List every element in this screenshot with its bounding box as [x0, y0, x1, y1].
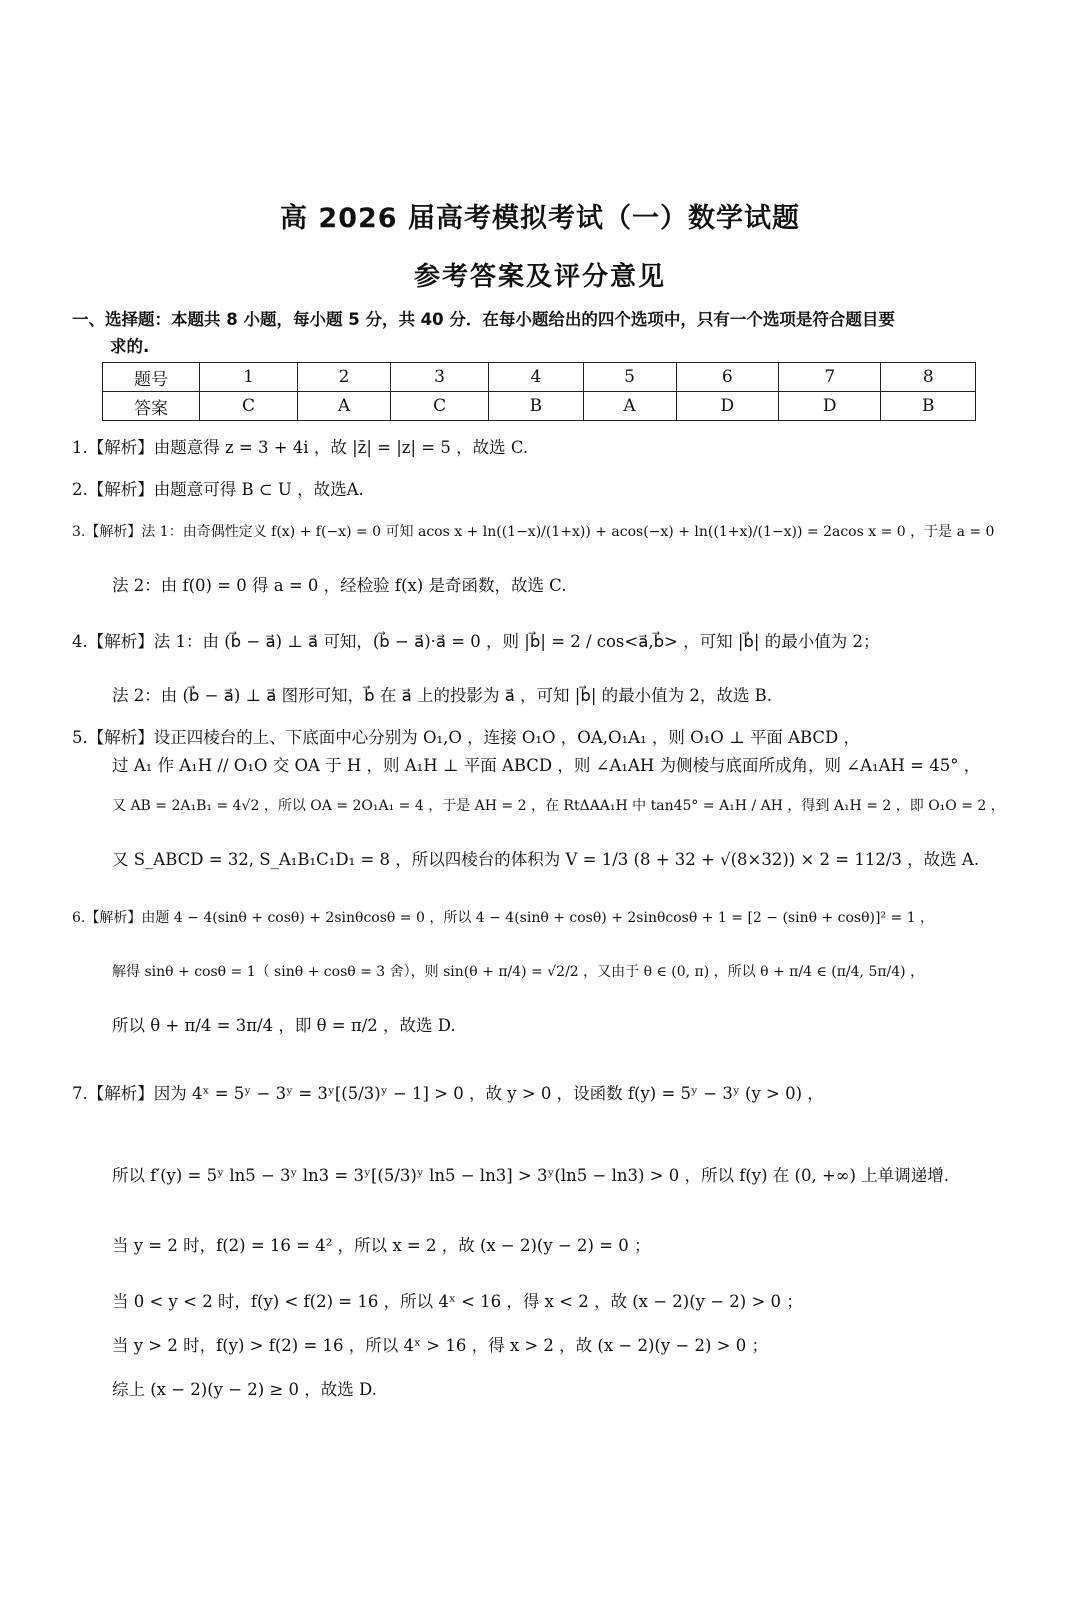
answer-cell: D [779, 392, 881, 421]
solution-4-method-1: 4.【解析】法 1：由 (b⃗ − a⃗) ⊥ a⃗ 可知，(b⃗ − a⃗)·a⃗ = 0 ，则 |b⃗| = 2 / cos<a⃗,b⃗> ，可知 |b⃗| 的最小值为 2； [72, 632, 880, 651]
solution-1: 1.【解析】由题意得 z = 3 + 4i ，故 |z̄| = |z| = 5 ，故选 C. [72, 438, 529, 457]
question-number: 3 [391, 363, 489, 392]
solution-7-line-6: 综上 (x − 2)(y − 2) ≥ 0 ，故选 D. [112, 1380, 377, 1399]
section-heading [72, 306, 1002, 360]
question-number: 2 [298, 363, 391, 392]
solution-6-line-1: 6.【解析】由题 4 − 4(sinθ + cosθ) + 2sinθcosθ = 0 ，所以 4 − 4(sinθ + cosθ) + 2sinθcosθ + 1 = [2 − (sinθ + cosθ)]² = 1 ， [72, 910, 935, 926]
solution-7-line-5: 当 y > 2 时，f(y) > f(2) = 16 ，所以 4ˣ > 16 ，得 x > 2 ，故 (x − 2)(y − 2) > 0 ； [112, 1336, 768, 1355]
page-subtitle: 参考答案及评分意见 [413, 262, 666, 292]
solution-4-method-2: 法 2：由 (b⃗ − a⃗) ⊥ a⃗ 图形可知，b⃗ 在 a⃗ 上的投影为 a⃗ ，可知 |b⃗| 的最小值为 2，故选 B. [112, 686, 772, 705]
solution-3-method-1: 3.【解析】法 1：由奇偶性定义 f(x) + f(−x) = 0 可知 acos x + ln((1−x)/(1+x)) + acos(−x) + ln((1+x)/(1−x)) = 2acos x = 0 ，于是 a = 0 [72, 524, 995, 540]
question-number: 5 [583, 363, 676, 392]
solution-5-line-4: 又 S_ABCD = 32, S_A₁B₁C₁D₁ = 8 ，所以四棱台的体积为 V = 1/3 (8 + 32 + √(8×32)) × 2 = 112/3 ，故选 A. [112, 850, 980, 869]
answer-cell: C [200, 392, 298, 421]
row-label: 题号 [103, 363, 200, 392]
answer-cell: B [489, 392, 583, 421]
question-number: 7 [779, 363, 881, 392]
question-number-row [103, 363, 976, 392]
solution-7-line-1: 7.【解析】因为 4ˣ = 5ʸ − 3ʸ = 3ʸ[(5/3)ʸ − 1] > 0 ，故 y > 0 ，设函数 f(y) = 5ʸ − 3ʸ (y > 0) ， [72, 1084, 824, 1103]
section-heading-line-2: 求的. [110, 337, 150, 356]
solution-7-line-4: 当 0 < y < 2 时，f(y) < f(2) = 16 ，所以 4ˣ < 16 ，得 x < 2 ，故 (x − 2)(y − 2) > 0 ； [112, 1292, 803, 1311]
answer-cell: A [298, 392, 391, 421]
question-number: 4 [489, 363, 583, 392]
solution-5-line-3: 又 AB = 2A₁B₁ = 4√2 ，所以 OA = 2O₁A₁ = 4 ，于是 AH = 2 ，在 RtΔAA₁H 中 tan45° = A₁H / AH ，得到 A₁H = 2 ，即 O₁O = 2 ， [112, 798, 1005, 814]
solution-6-line-3: 所以 θ + π/4 = 3π/4 ，即 θ = π/2 ，故选 D. [112, 1016, 456, 1035]
row-label: 答案 [103, 392, 200, 421]
section-heading-line-1: 一、选择题：本题共 8 小题，每小题 5 分，共 40 分．在每小题给出的四个选项中，只有一个选项是符合题目要 [72, 310, 895, 329]
answer-table [102, 362, 976, 421]
solution-3-method-2: 法 2：由 f(0) = 0 得 a = 0 ，经检验 f(x) 是奇函数，故选 C. [112, 576, 567, 595]
question-number: 1 [200, 363, 298, 392]
solution-5-line-1: 5.【解析】设正四棱台的上、下底面中心分别为 O₁,O ，连接 O₁O ，OA,O₁A₁ ，则 O₁O ⊥ 平面 ABCD ， [72, 728, 861, 747]
page-title: 高 2026 届高考模拟考试（一）数学试题 [280, 203, 800, 234]
answer-row [103, 392, 976, 421]
question-number: 8 [881, 363, 976, 392]
solution-7-line-2: 所以 f′(y) = 5ʸ ln5 − 3ʸ ln3 = 3ʸ[(5/3)ʸ ln5 − ln3] > 3ʸ(ln5 − ln3) > 0 ，所以 f(y) 在 (0, +∞) 上单调递增. [112, 1166, 949, 1185]
solution-7-line-3: 当 y = 2 时，f(2) = 16 = 4² ，所以 x = 2 ，故 (x − 2)(y − 2) = 0 ； [112, 1236, 651, 1255]
answer-cell: D [676, 392, 778, 421]
answer-cell: A [583, 392, 676, 421]
solution-5-line-2: 过 A₁ 作 A₁H // O₁O 交 OA 于 H ，则 A₁H ⊥ 平面 ABCD ，则 ∠A₁AH 为侧棱与底面所成角，则 ∠A₁AH = 45° ， [112, 756, 981, 775]
answer-cell: B [881, 392, 976, 421]
solution-2: 2.【解析】由题意可得 B ⊂ U ，故选A. [72, 480, 364, 499]
solution-6-line-2: 解得 sinθ + cosθ = 1（ sinθ + cosθ = 3 舍），则 sin(θ + π/4) = √2/2 ，又由于 θ ∈ (0, π) ，所以 θ + π/4 ∈ (π/4, 5π/4) ， [112, 964, 925, 980]
answer-cell: C [391, 392, 489, 421]
question-number: 6 [676, 363, 778, 392]
